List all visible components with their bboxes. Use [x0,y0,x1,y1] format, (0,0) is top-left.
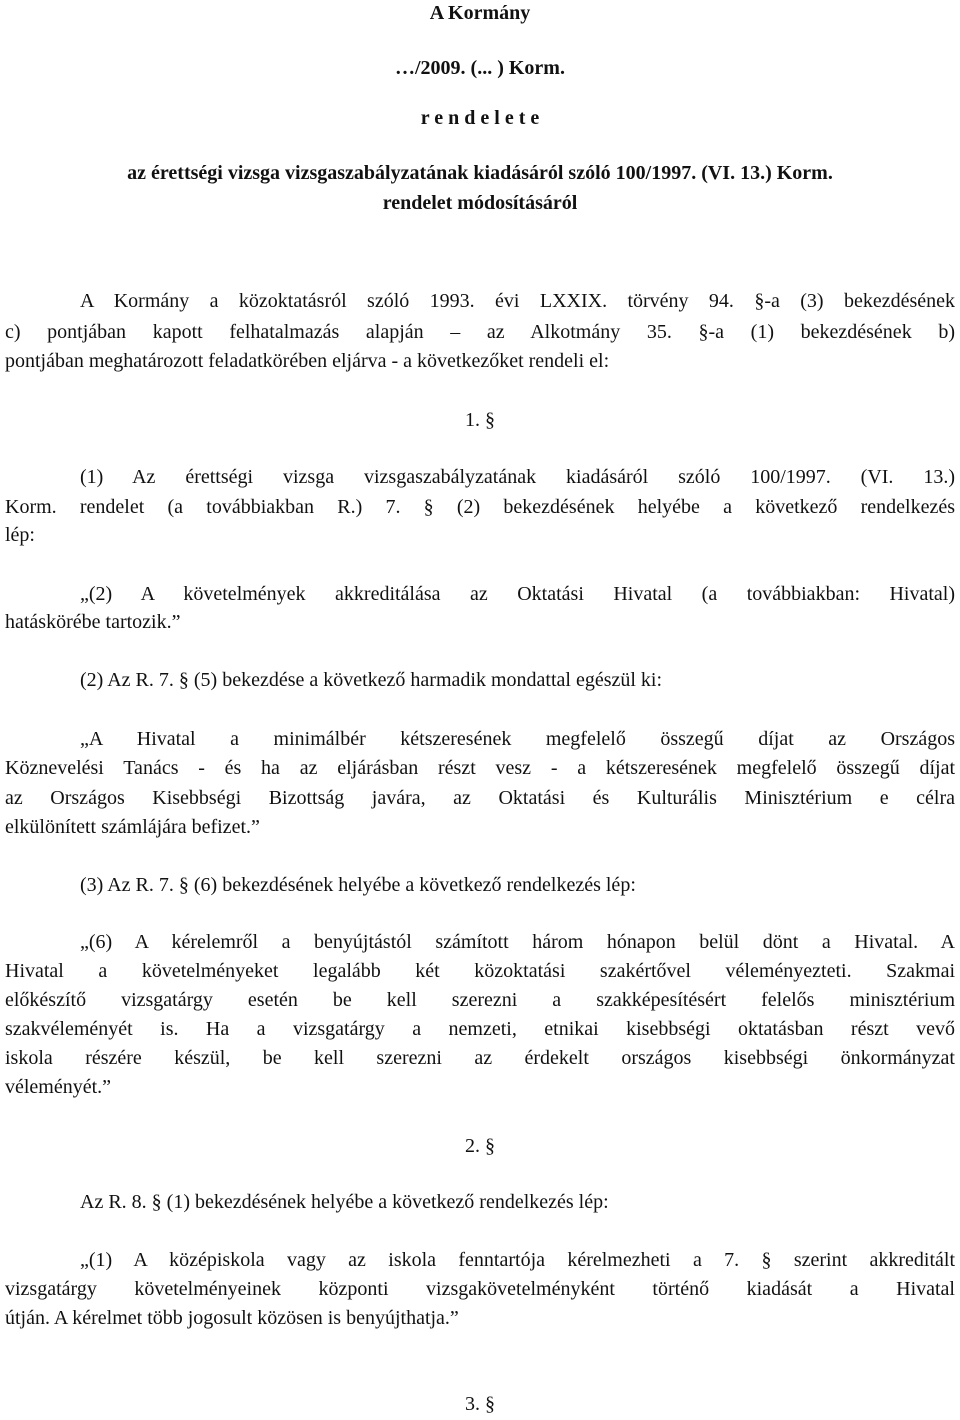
decree-subject-line-1: az érettségi vizsga vizsgaszabályzatának kiadásáról szóló 100/1997. (VI. 13.) Korm. [127,162,833,184]
section-3-heading: 3. § [465,1393,495,1415]
s1-quote-2-line-3: az Országos Kisebbségi Bizottság javára, az Oktatási és Kulturális Minisztérium e célra [5,788,955,809]
s1-quote-3-line-4: szakvéleményét is. Ha a vizsgatárgy a nemzeti, etnikai kisebbségi oktatásban részt vevő [5,1019,955,1040]
document-title: A Kormány [429,2,531,24]
s1-quote-3-line-2: Hivatal a követelményeket legalább két közoktatási szakértővel véleményezteti. Szakmai [5,961,955,982]
s2-quote-1-line-3: útján. A kérelmet több jogosult közösen is benyújthatja.” [5,1307,459,1329]
decree-subject-line-2: rendelet módosításáról [382,192,578,214]
s1-quote-1-line-2: hatáskörébe tartozik.” [5,611,181,633]
s1-quote-3-line-5: iskola részére készül, be kell szerezni az érdekelt országos kisebbségi önkormányzat [5,1048,955,1069]
preamble-line-2: c) pontjában kapott felhatalmazás alapján – az Alkotmány 35. §-a (1) bekezdésének b) [5,322,955,343]
decree-number: …/2009. (... ) Korm. [395,57,565,79]
s1-quote-1-line-1: „(2) A követelmények akkreditálása az Oktatási Hivatal (a továbbiakban: Hivatal) [80,584,955,605]
s1-paragraph-3-line-1: (3) Az R. 7. § (6) bekezdésének helyébe a következő rendelkezés lép: [80,874,636,896]
s1-paragraph-1-line-1: (1) Az érettségi vizsga vizsgaszabályzatának kiadásáról szóló 100/1997. (VI. 13.) [80,467,955,488]
decree-label: r e n d e l e t e [420,107,540,129]
s2-quote-1-line-1: „(1) A középiskola vagy az iskola fenntartója kérelmezheti a 7. § szerint akkreditált [80,1250,955,1271]
s1-quote-3-line-3: előkészítő vizsgatárgy esetén be kell szerezni a szakképesítésért felelős minisztérium [5,990,955,1011]
preamble-line-3: pontjában meghatározott feladatkörében eljárva - a következőket rendeli el: [5,350,610,372]
s1-quote-2-line-4: elkülönített számlájára befizet.” [5,816,260,838]
s1-paragraph-2-line-1: (2) Az R. 7. § (5) bekezdése a következő harmadik mondattal egészül ki: [80,669,663,691]
section-2-heading: 2. § [465,1135,495,1157]
section-1-heading: 1. § [465,409,495,431]
s1-quote-3-line-1: „(6) A kérelemről a benyújtástól számított három hónapon belül dönt a Hivatal. A [80,932,955,953]
s2-quote-1-line-2: vizsgatárgy követelményeinek központi vizsgakövetelményként történő kiadását a Hivatal [5,1279,955,1300]
s1-quote-2-line-2: Köznevelési Tanács - és ha az eljárásban részt vesz - a kétszeresének megfelelő összegű díjat [5,758,955,779]
s1-quote-2-line-1: „A Hivatal a minimálbér kétszeresének megfelelő összegű díjat az Országos [80,729,955,750]
s1-paragraph-1-line-2: Korm. rendelet (a továbbiakban R.) 7. § (2) bekezdésének helyébe a következő rendelkezés [5,497,955,518]
preamble-line-1: A Kormány a közoktatásról szóló 1993. évi LXXIX. törvény 94. §-a (3) bekezdésének [80,291,955,312]
s1-quote-3-line-6: véleményét.” [5,1076,112,1098]
s1-paragraph-1-line-3: lép: [5,524,35,546]
s2-paragraph-1-line-1: Az R. 8. § (1) bekezdésének helyébe a következő rendelkezés lép: [80,1191,609,1213]
